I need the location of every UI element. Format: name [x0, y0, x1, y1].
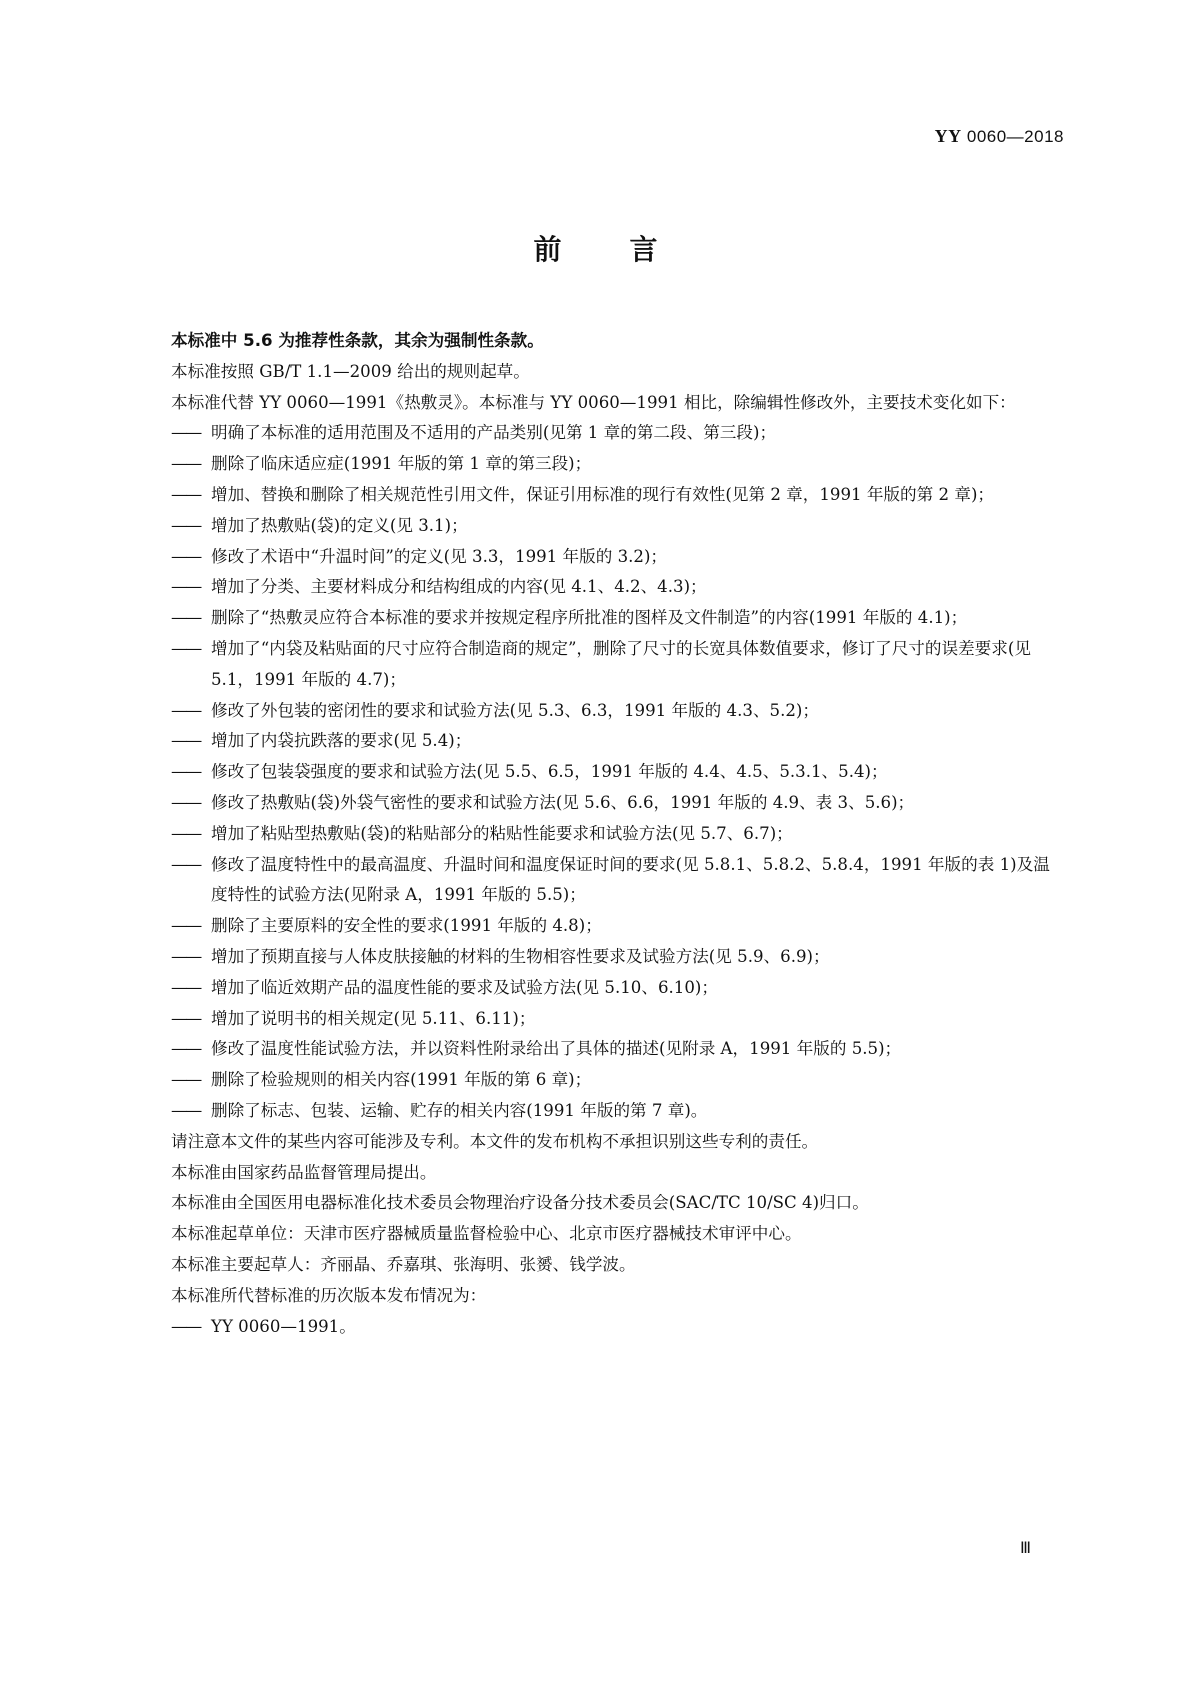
list-item: —— 修改了包装袋强度的要求和试验方法(见 5.5、6.5，1991 年版的 4.4、4.5、5.3.1、5.4)； — [138, 757, 1060, 788]
dash-marker: —— — [171, 608, 201, 628]
list-item: —— 删除了“热敷灵应符合本标准的要求并按规定程序所批准的图样及文件制造”的内容(1991 年版的 4.1)； — [138, 603, 1060, 634]
dash-marker: —— — [171, 1100, 201, 1120]
list-item: —— 增加、替换和删除了相关规范性引用文件，保证引用标准的现行有效性(见第 2 章，1991 年版的第 2 章)； — [138, 480, 1060, 511]
title-char-2: 言 — [629, 233, 658, 266]
page-number: Ⅲ — [1020, 1540, 1032, 1557]
dash-marker: —— — [171, 423, 201, 443]
list-item: —— 修改了温度特性中的最高温度、升温时间和温度保证时间的要求(见 5.8.1、5.8.2、5.8.4，1991 年版的表 1)及温度特性的试验方法(见附录 A，1991 年版的 5.5)； — [138, 850, 1060, 912]
list-item: —— 增加了热敷贴(袋)的定义(见 3.1)； — [138, 511, 1060, 542]
list-item: —— 增加了预期直接与人体皮肤接触的材料的生物相容性要求及试验方法(见 5.9、6.9)； — [138, 942, 1060, 973]
standard-prefix: YY — [934, 126, 962, 146]
dash-marker: —— — [171, 762, 201, 782]
dash-marker: —— — [171, 1070, 201, 1090]
list-item: —— 删除了临床适应症(1991 年版的第 1 章的第三段)； — [138, 449, 1060, 480]
list-item: —— 增加了粘贴型热敷贴(袋)的粘贴部分的粘贴性能要求和试验方法(见 5.7、6.7)； — [138, 819, 1060, 850]
list-item: —— 增加了说明书的相关规定(见 5.11、6.11)； — [138, 1004, 1060, 1035]
proposer-paragraph: 本标准由国家药品监督管理局提出。 — [171, 1162, 437, 1182]
dash-marker: —— — [171, 916, 201, 936]
list-item: —— YY 0060—1991。 — [138, 1312, 1060, 1343]
dash-marker: —— — [171, 823, 201, 843]
list-item: —— 删除了主要原料的安全性的要求(1991 年版的 4.8)； — [138, 911, 1060, 942]
list-item: —— 修改了外包装的密闭性的要求和试验方法(见 5.3、6.3，1991 年版的 4.3、5.2)； — [138, 696, 1060, 727]
foreword-body — [138, 326, 1060, 1342]
dash-marker: —— — [171, 454, 201, 474]
dash-marker: —— — [171, 700, 201, 720]
history-list — [138, 1312, 1060, 1343]
dash-marker: —— — [171, 638, 201, 658]
dash-marker: —— — [171, 546, 201, 566]
list-item: —— 增加了内袋抗跌落的要求(见 5.4)； — [138, 726, 1060, 757]
list-item: —— 修改了术语中“升温时间”的定义(见 3.3，1991 年版的 3.2)； — [138, 542, 1060, 573]
dash-marker: —— — [171, 977, 201, 997]
standard-number: 0060—2018 — [966, 127, 1064, 146]
replacement-paragraph: 本标准代替 YY 0060—1991《热敷灵》。本标准与 YY 0060—1991 相比，除编辑性修改外，主要技术变化如下： — [171, 392, 1016, 412]
drafting-rules-paragraph: 本标准按照 GB/T 1.1—2009 给出的规则起草。 — [171, 361, 530, 381]
list-item: —— 增加了“内袋及粘贴面的尺寸应符合制造商的规定”，删除了尺寸的长宽具体数值要求，修订了尺寸的误差要求(见 5.1，1991 年版的 4.7)； — [138, 634, 1060, 696]
list-item: —— 删除了标志、包装、运输、贮存的相关内容(1991 年版的第 7 章)。 — [138, 1096, 1060, 1127]
list-item: —— 增加了临近效期产品的温度性能的要求及试验方法(见 5.10、6.10)； — [138, 973, 1060, 1004]
list-item: —— 修改了温度性能试验方法，并以资料性附录给出了具体的描述(见附录 A，1991 年版的 5.5)； — [138, 1034, 1060, 1065]
dash-marker: —— — [171, 946, 201, 966]
committee-paragraph: 本标准由全国医用电器标准化技术委员会物理治疗设备分技术委员会(SAC/TC 10/SC 4)归口。 — [171, 1193, 869, 1213]
drafting-units-paragraph: 本标准起草单位：天津市医疗器械质量监督检验中心、北京市医疗器械技术审评中心。 — [171, 1224, 802, 1244]
title-char-1: 前 — [533, 233, 562, 266]
list-item: —— 删除了检验规则的相关内容(1991 年版的第 6 章)； — [138, 1065, 1060, 1096]
dash-marker: —— — [171, 1316, 201, 1336]
mandatory-clause-statement: 本标准中 5.6 为推荐性条款，其余为强制性条款。 — [171, 331, 544, 350]
version-history-paragraph: 本标准所代替标准的历次版本发布情况为： — [171, 1285, 487, 1305]
dash-marker: —— — [171, 1008, 201, 1028]
list-item: —— 修改了热敷贴(袋)外袋气密性的要求和试验方法(见 5.6、6.6，1991 年版的 4.9、表 3、5.6)； — [138, 788, 1060, 819]
list-item: —— 增加了分类、主要材料成分和结构组成的内容(见 4.1、4.2、4.3)； — [138, 572, 1060, 603]
patent-notice: 请注意本文件的某些内容可能涉及专利。本文件的发布机构不承担识别这些专利的责任。 — [171, 1131, 819, 1151]
dash-marker: —— — [171, 731, 201, 751]
page-title — [0, 228, 1191, 268]
dash-marker: —— — [171, 577, 201, 597]
dash-marker: —— — [171, 515, 201, 535]
standard-code — [935, 126, 1064, 147]
drafters-paragraph: 本标准主要起草人：齐丽晶、乔嘉琪、张海明、张赟、钱学波。 — [171, 1254, 636, 1274]
dash-marker: —— — [171, 1039, 201, 1059]
dash-marker: —— — [171, 484, 201, 504]
changes-list — [138, 418, 1060, 1126]
dash-marker: —— — [171, 792, 201, 812]
list-item: —— 明确了本标准的适用范围及不适用的产品类别(见第 1 章的第二段、第三段)； — [138, 418, 1060, 449]
dash-marker: —— — [171, 854, 201, 874]
